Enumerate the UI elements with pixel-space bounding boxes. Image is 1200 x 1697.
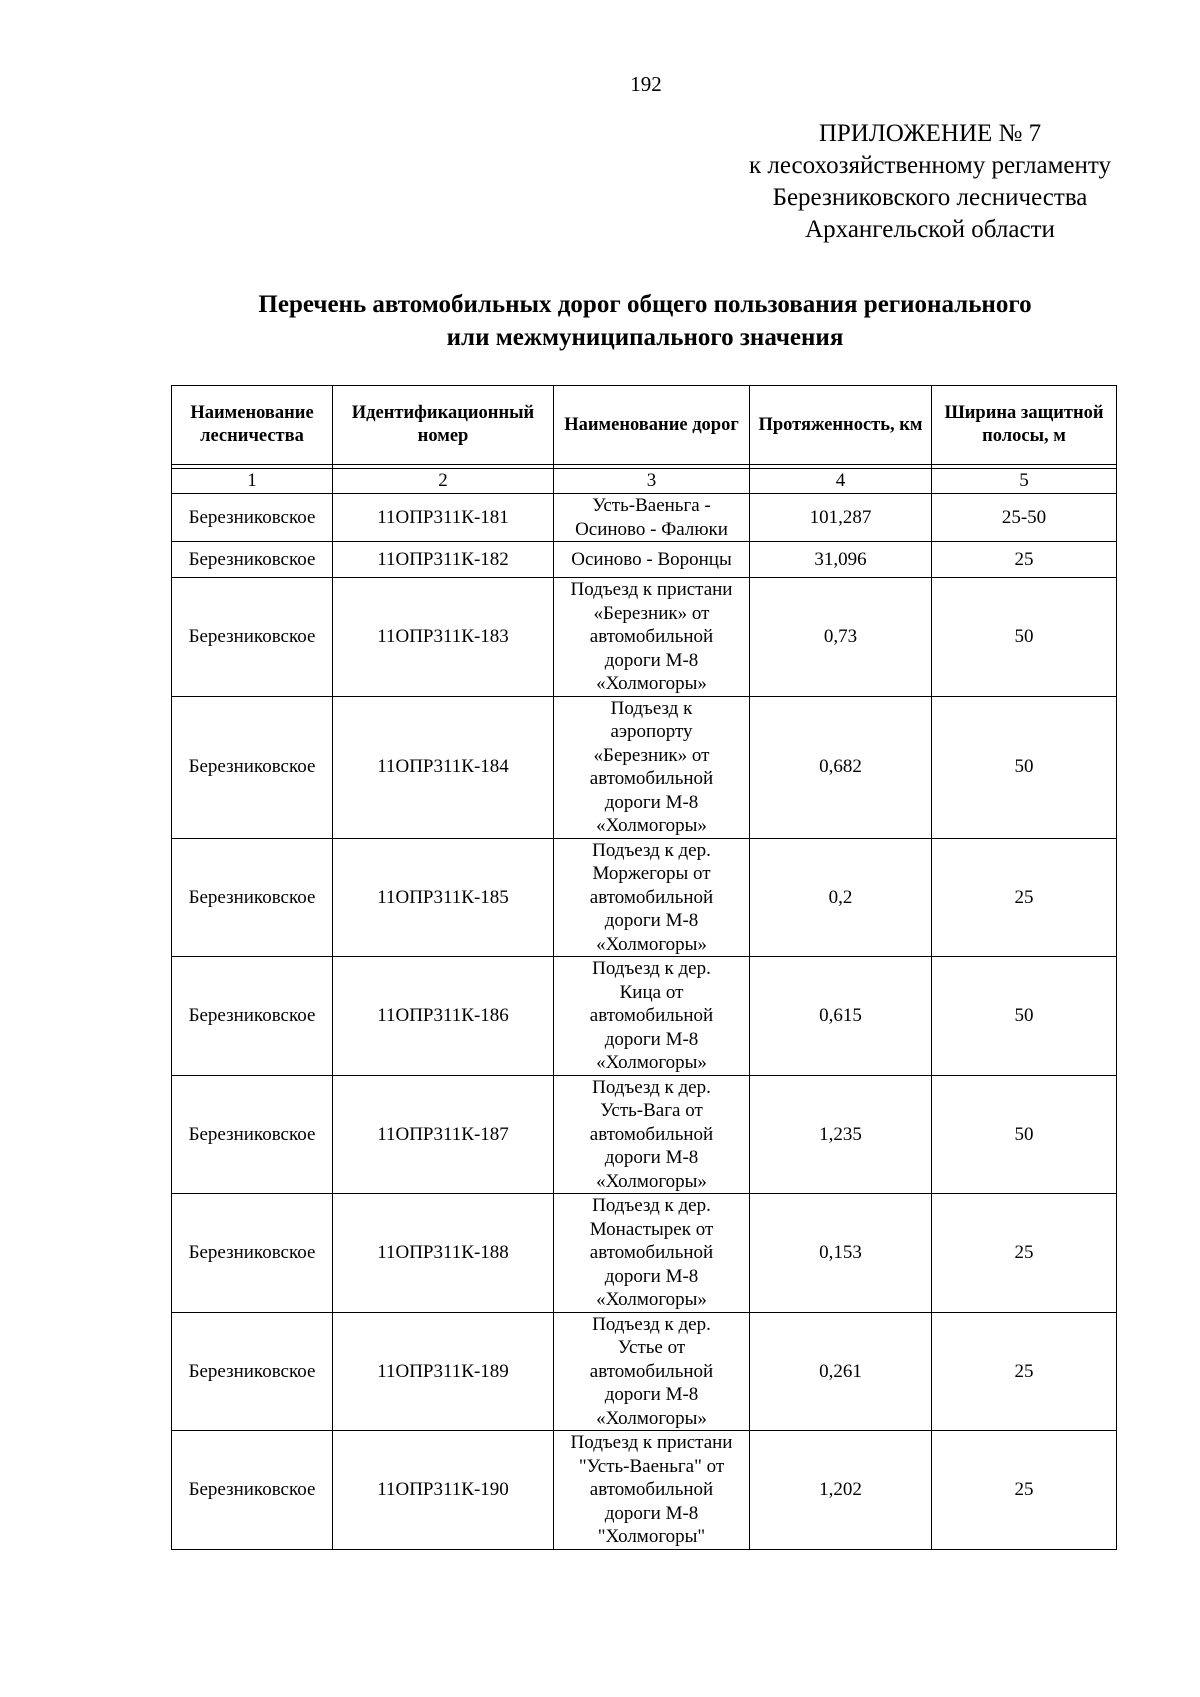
column-numbers-row bbox=[172, 469, 1117, 494]
title-line-2: или межмуниципального значения bbox=[446, 324, 844, 351]
cell-forestry: Березниковское bbox=[172, 1194, 333, 1313]
cell-road: Подъезд к дер. Кица от автомобильной дороги М-8 «Холмогоры» bbox=[554, 957, 750, 1076]
cell-forestry: Березниковское bbox=[172, 542, 333, 578]
cell-id: 11ОПР311К-182 bbox=[333, 542, 554, 578]
cell-length: 0,261 bbox=[750, 1312, 932, 1431]
table-row bbox=[172, 957, 1117, 1076]
column-number: 3 bbox=[554, 469, 750, 494]
table-row bbox=[172, 578, 1117, 697]
cell-length: 0,682 bbox=[750, 696, 932, 838]
table-row bbox=[172, 1431, 1117, 1550]
cell-id: 11ОПР311К-187 bbox=[333, 1075, 554, 1194]
cell-road: Усть-Ваеньга - Осиново - Фалюки bbox=[554, 494, 750, 542]
cell-road: Подъезд к дер. Устье от автомобильной дороги М-8 «Холмогоры» bbox=[554, 1312, 750, 1431]
cell-width: 50 bbox=[932, 696, 1117, 838]
table-header-row bbox=[172, 386, 1117, 465]
cell-id: 11ОПР311К-190 bbox=[333, 1431, 554, 1550]
cell-road: Подъезд к пристани "Усть-Ваеньга" от автомобильной дороги М-8 "Холмогоры" bbox=[554, 1431, 750, 1550]
cell-length: 31,096 bbox=[750, 542, 932, 578]
column-number: 1 bbox=[172, 469, 333, 494]
header-id-number: Идентификационный номер bbox=[333, 386, 554, 465]
cell-forestry: Березниковское bbox=[172, 696, 333, 838]
cell-width: 50 bbox=[932, 578, 1117, 697]
table-row bbox=[172, 838, 1117, 957]
header-road-name: Наименование дорог bbox=[554, 386, 750, 465]
cell-width: 25 bbox=[932, 1194, 1117, 1313]
cell-road: Подъезд к дер. Моржегоры от автомобильной дороги М-8 «Холмогоры» bbox=[554, 838, 750, 957]
table-row bbox=[172, 494, 1117, 542]
cell-id: 11ОПР311К-186 bbox=[333, 957, 554, 1076]
header-protective-strip-width: Ширина защитной полосы, м bbox=[932, 386, 1117, 465]
cell-width: 25 bbox=[932, 1431, 1117, 1550]
cell-road: Осиново - Воронцы bbox=[554, 542, 750, 578]
cell-length: 1,235 bbox=[750, 1075, 932, 1194]
header-length: Протяженность, км bbox=[750, 386, 932, 465]
cell-length: 0,2 bbox=[750, 838, 932, 957]
cell-width: 25 bbox=[932, 1312, 1117, 1431]
cell-width: 25 bbox=[932, 542, 1117, 578]
header-forestry: Наименование лесничества bbox=[172, 386, 333, 465]
cell-forestry: Березниковское bbox=[172, 1431, 333, 1550]
table-row bbox=[172, 542, 1117, 578]
cell-forestry: Березниковское bbox=[172, 1075, 333, 1194]
cell-length: 1,202 bbox=[750, 1431, 932, 1550]
cell-id: 11ОПР311К-183 bbox=[333, 578, 554, 697]
cell-road: Подъезд к аэропорту «Березник» от автомобильной дороги М-8 «Холмогоры» bbox=[554, 696, 750, 838]
cell-width: 25-50 bbox=[932, 494, 1117, 542]
appendix-line-2: к лесохозяйственному регламенту bbox=[748, 152, 1112, 179]
cell-length: 0,73 bbox=[750, 578, 932, 697]
appendix-line-1: ПРИЛОЖЕНИЕ № 7 bbox=[818, 120, 1042, 147]
cell-forestry: Березниковское bbox=[172, 578, 333, 697]
cell-forestry: Березниковское bbox=[172, 957, 333, 1076]
page-number: 192 bbox=[630, 72, 662, 96]
table-row bbox=[172, 1312, 1117, 1431]
cell-width: 50 bbox=[932, 957, 1117, 1076]
cell-width: 50 bbox=[932, 1075, 1117, 1194]
cell-forestry: Березниковское bbox=[172, 1312, 333, 1431]
table-row bbox=[172, 1194, 1117, 1313]
cell-road: Подъезд к дер. Усть-Вага от автомобильной дороги М-8 «Холмогоры» bbox=[554, 1075, 750, 1194]
cell-forestry: Березниковское bbox=[172, 838, 333, 957]
cell-length: 0,153 bbox=[750, 1194, 932, 1313]
cell-forestry: Березниковское bbox=[172, 494, 333, 542]
cell-id: 11ОПР311К-181 bbox=[333, 494, 554, 542]
roads-table bbox=[171, 385, 1117, 1550]
cell-road: Подъезд к дер. Монастырек от автомобильной дороги М-8 «Холмогоры» bbox=[554, 1194, 750, 1313]
cell-id: 11ОПР311К-184 bbox=[333, 696, 554, 838]
cell-road: Подъезд к пристани «Березник» от автомобильной дороги М-8 «Холмогоры» bbox=[554, 578, 750, 697]
column-number: 4 bbox=[750, 469, 932, 494]
table-row bbox=[172, 696, 1117, 838]
column-number: 2 bbox=[333, 469, 554, 494]
cell-length: 0,615 bbox=[750, 957, 932, 1076]
appendix-line-3: Березниковского лесничества bbox=[772, 184, 1088, 211]
cell-id: 11ОПР311К-189 bbox=[333, 1312, 554, 1431]
appendix-line-4: Архангельской области bbox=[805, 216, 1055, 243]
cell-id: 11ОПР311К-188 bbox=[333, 1194, 554, 1313]
title-line-1: Перечень автомобильных дорог общего пользования регионального bbox=[258, 291, 1032, 318]
cell-width: 25 bbox=[932, 838, 1117, 957]
appendix-heading bbox=[660, 118, 1200, 246]
column-number: 5 bbox=[932, 469, 1117, 494]
document-title bbox=[160, 288, 1130, 354]
cell-length: 101,287 bbox=[750, 494, 932, 542]
table-row bbox=[172, 1075, 1117, 1194]
cell-id: 11ОПР311К-185 bbox=[333, 838, 554, 957]
